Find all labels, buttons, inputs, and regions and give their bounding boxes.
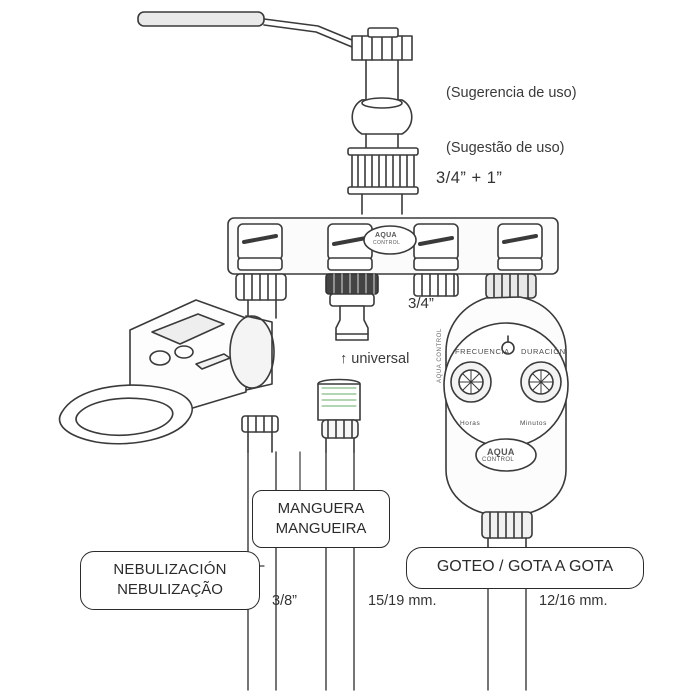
manifold-brand: AQUA: [375, 232, 397, 239]
faucet-group: [138, 12, 418, 214]
hours-label: Horas: [460, 420, 481, 427]
outlet-2-group: [326, 274, 378, 340]
drip-label: GOTEO / GOTA A GOTA: [436, 558, 614, 575]
hose-connector-group: [318, 380, 360, 453]
minutes-label: Minutos: [520, 420, 547, 427]
size-1216-label: 12/16 mm.: [539, 593, 608, 609]
outlet-thread-label: 3/4”: [408, 295, 434, 312]
timer-side-text: AQUA CONTROL: [437, 328, 443, 383]
timer-brand: AQUA: [487, 447, 515, 457]
suggestion-es: (Sugerencia de uso): [446, 85, 577, 102]
universal-label: ↑ universal: [340, 351, 410, 367]
mist-callout: [80, 551, 260, 610]
outlet-3-group: [414, 274, 458, 296]
mist-label-pt: NEBULIZAÇÃO: [117, 580, 223, 598]
duration-dial-label: DURACIÓN: [521, 347, 566, 356]
drip-callout: [406, 547, 644, 589]
frequency-dial-label: FRECUENCIA: [455, 347, 510, 356]
manifold-group: [228, 218, 558, 274]
hose-label-es: MANGUERA: [277, 500, 365, 517]
electronic-programmer-group: [60, 300, 278, 452]
hose-label-pt: MANGUEIRA: [275, 519, 367, 537]
timer-brand-sub: CONTROL: [482, 457, 515, 463]
size-38-label: 3/8”: [272, 593, 297, 609]
outlet-1-group: [236, 274, 286, 318]
hose-callout: [252, 490, 390, 548]
size-1519-label: 15/19 mm.: [368, 593, 437, 609]
tap-thread-label: 3/4” + 1”: [436, 169, 503, 187]
mist-label-es: NEBULIZACIÓN: [113, 561, 227, 578]
manifold-brand-sub: CONTROL: [373, 240, 401, 246]
suggestion-pt: (Sugestão de uso): [446, 139, 565, 156]
outlet-4-group: [486, 274, 536, 298]
